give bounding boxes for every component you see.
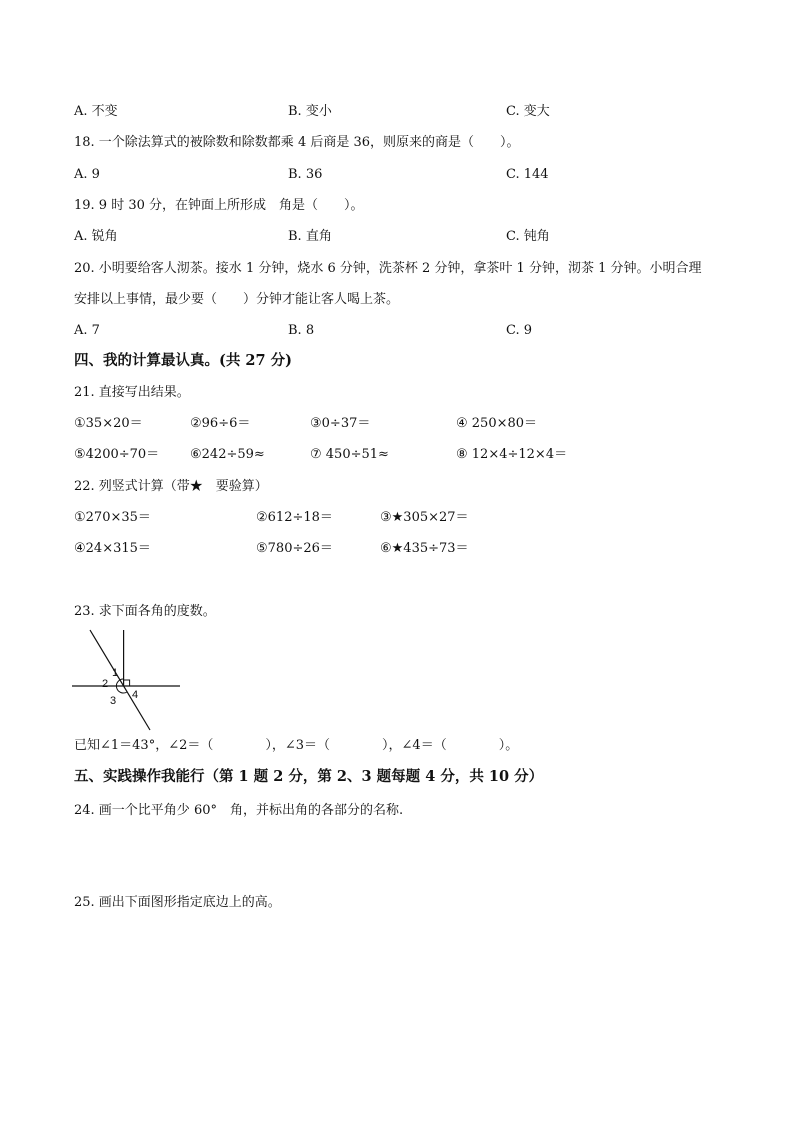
q20-question-line2: 安排以上事情，最少要（ ）分钟才能让客人喝上茶。 xyxy=(74,292,400,307)
angle-label-4: 4 xyxy=(132,689,139,701)
q22-item-4: ④24×315＝ xyxy=(74,541,151,556)
q23-question: 23. 求下面各角的度数。 xyxy=(74,604,216,619)
q21-question: 21. 直接写出结果。 xyxy=(74,385,190,400)
q21-item-4: ④ 250×80＝ xyxy=(456,416,538,431)
q20-options xyxy=(74,322,734,340)
angle-label-1: 1 xyxy=(112,667,119,679)
q21-item-3: ③0÷37＝ xyxy=(310,416,371,431)
q21-item-6: ⑥242÷59≈ xyxy=(190,447,265,462)
q19-option-b: B. 直角 xyxy=(288,229,332,244)
q19-option-a: A. 锐角 xyxy=(74,229,118,244)
q18-option-c: C. 144 xyxy=(506,167,549,182)
section-5-heading: 五、实践操作我能行（第 1 题 2 分，第 2、3 题每题 4 分，共 10 分） xyxy=(74,768,544,785)
q22-item-5: ⑤780÷26＝ xyxy=(256,541,333,556)
q21-item-2: ②96÷6＝ xyxy=(190,416,251,431)
q19-options xyxy=(74,228,734,246)
q22-item-6: ⑥★435÷73＝ xyxy=(380,541,469,556)
q20-option-b: B. 8 xyxy=(288,323,315,338)
q20-option-c: C. 9 xyxy=(506,323,533,338)
q20-option-a: A. 7 xyxy=(74,323,100,338)
q18-options xyxy=(74,166,734,184)
q21-item-8: ⑧ 12×4÷12×4＝ xyxy=(456,447,568,462)
q22-item-2: ②612÷18＝ xyxy=(256,510,333,525)
angle-label-3: 3 xyxy=(110,695,117,707)
q23-answer: 已知∠1＝43°，∠2＝（ ），∠3＝（ ），∠4＝（ ）。 xyxy=(74,738,519,753)
q17-option-b: B. 变小 xyxy=(288,104,332,119)
q19-option-c: C. 钝角 xyxy=(506,229,550,244)
right-angle-mark xyxy=(124,680,130,686)
q18-question: 18. 一个除法算式的被除数和除数都乘 4 后商是 36，则原来的商是（ ）。 xyxy=(74,135,520,150)
q18-option-a: A. 9 xyxy=(74,167,100,182)
q21-item-1: ①35×20＝ xyxy=(74,416,143,431)
angle-label-2: 2 xyxy=(102,678,109,690)
q22-row-1 xyxy=(74,509,734,527)
q21-row-1 xyxy=(74,415,734,433)
q22-row-2 xyxy=(74,540,734,558)
q24-question: 24. 画一个比平角少 60° 角，并标出角的各部分的名称. xyxy=(74,803,404,818)
q18-option-b: B. 36 xyxy=(288,167,323,182)
q22-item-1: ①270×35＝ xyxy=(74,510,151,525)
q20-question-line1: 20. 小明要给客人沏茶。接水 1 分钟，烧水 6 分钟，洗茶杯 2 分钟，拿茶叶 1 分钟，沏茶 1 分钟。小明合理 xyxy=(74,261,702,276)
section-4-heading: 四、我的计算最认真。(共 27 分) xyxy=(74,352,292,369)
q22-item-3: ③★305×27＝ xyxy=(380,510,469,525)
q21-row-2 xyxy=(74,446,734,464)
q19-question: 19. 9 时 30 分，在钟面上所形成 角是（ ）。 xyxy=(74,198,364,213)
q17-option-c: C. 变大 xyxy=(506,104,550,119)
q17-option-a: A. 不变 xyxy=(74,104,118,119)
q22-question: 22. 列竖式计算（带★ 要验算） xyxy=(74,479,268,494)
q17-options xyxy=(74,103,734,121)
q21-item-5: ⑤4200÷70＝ xyxy=(74,447,160,462)
q21-item-7: ⑦ 450÷51≈ xyxy=(310,447,389,462)
intersecting-lines-diagram xyxy=(70,628,186,736)
q25-question: 25. 画出下面图形指定底边上的高。 xyxy=(74,895,281,910)
